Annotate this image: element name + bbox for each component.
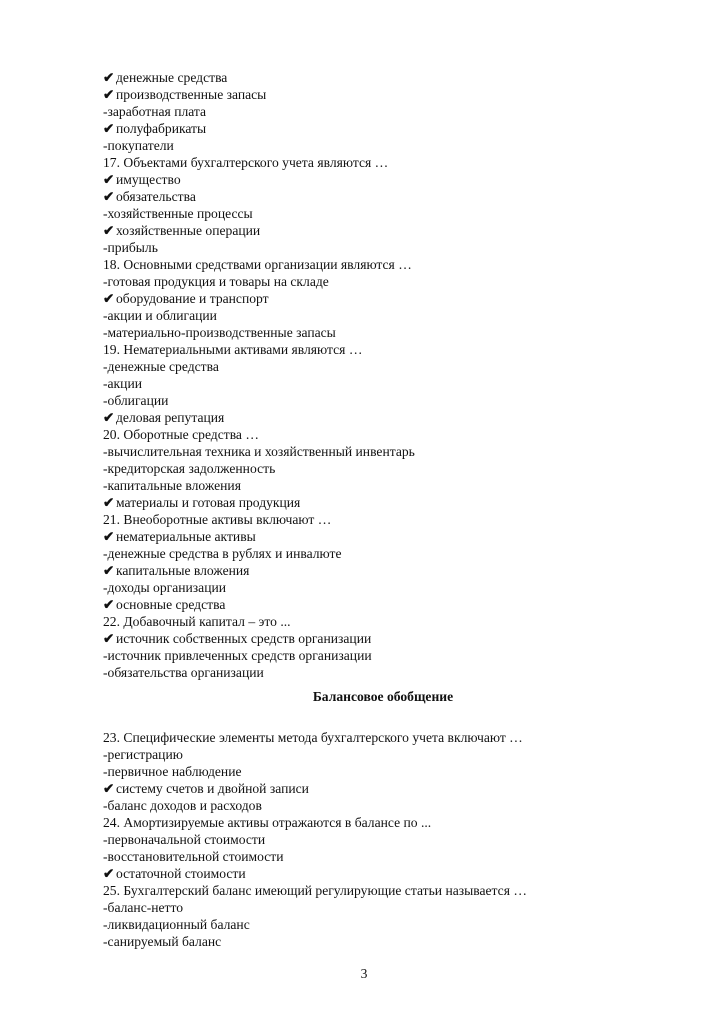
checkmark-icon: ✔ — [103, 172, 115, 187]
line-text: -акции — [103, 376, 142, 391]
line-text: оборудование и транспорт — [116, 291, 269, 306]
text-line — [103, 882, 663, 899]
text-line — [103, 392, 663, 409]
line-text: хозяйственные операции — [116, 223, 261, 238]
checkmark-icon: ✔ — [103, 121, 115, 136]
line-text: -санируемый баланс — [103, 934, 222, 949]
checkmark-icon: ✔ — [103, 291, 115, 306]
answer-line-correct — [103, 86, 663, 103]
line-text: 22. Добавочный капитал – это ... — [103, 614, 291, 629]
text-line — [103, 664, 663, 681]
text-line — [103, 511, 663, 528]
line-text: нематериальные активы — [116, 529, 256, 544]
checkmark-icon: ✔ — [103, 189, 115, 204]
answer-line-correct — [103, 596, 663, 613]
line-text: -облигации — [103, 393, 169, 408]
checkmark-icon: ✔ — [103, 781, 115, 796]
checkmark-icon: ✔ — [103, 495, 115, 510]
text-line — [103, 916, 663, 933]
line-text: -покупатели — [103, 138, 174, 153]
answer-line-correct — [103, 69, 663, 86]
text-line — [103, 746, 663, 763]
text-line — [103, 647, 663, 664]
text-line — [103, 613, 663, 630]
checkmark-icon: ✔ — [103, 87, 115, 102]
line-text: -кредиторская задолженность — [103, 461, 276, 476]
text-line — [103, 545, 663, 562]
line-text: -баланс-нетто — [103, 900, 184, 915]
checkmark-icon: ✔ — [103, 866, 115, 881]
line-text: -акции и облигации — [103, 308, 217, 323]
line-text: -обязательства организации — [103, 665, 264, 680]
questions-part-1 — [103, 69, 663, 681]
text-line — [103, 239, 663, 256]
checkmark-icon: ✔ — [103, 410, 115, 425]
answer-line-correct — [103, 188, 663, 205]
answer-line-correct — [103, 120, 663, 137]
line-text: -баланс доходов и расходов — [103, 798, 262, 813]
text-line — [103, 137, 663, 154]
checkmark-icon: ✔ — [103, 529, 115, 544]
line-text: -капитальные вложения — [103, 478, 241, 493]
text-line — [103, 154, 663, 171]
line-text: основные средства — [116, 597, 226, 612]
checkmark-icon: ✔ — [103, 597, 115, 612]
line-text: деловая репутация — [116, 410, 225, 425]
text-line — [103, 814, 663, 831]
line-text: 17. Объектами бухгалтерского учета являются … — [103, 155, 389, 170]
line-text: -первичное наблюдение — [103, 764, 242, 779]
text-line — [103, 831, 663, 848]
line-text: -вычислительная техника и хозяйственный инвентарь — [103, 444, 415, 459]
text-line — [103, 341, 663, 358]
section-heading: Балансовое обобщение — [312, 689, 454, 704]
text-line — [103, 763, 663, 780]
line-text: -источник привлеченных средств организации — [103, 648, 372, 663]
line-text: -доходы организации — [103, 580, 227, 595]
text-line — [103, 324, 663, 341]
line-text: систему счетов и двойной записи — [116, 781, 309, 796]
line-text: 20. Оборотные средства … — [103, 427, 259, 442]
answer-line-correct — [103, 409, 663, 426]
line-text: -заработная плата — [103, 104, 207, 119]
checkmark-icon: ✔ — [103, 223, 115, 238]
answer-line-correct — [103, 562, 663, 579]
line-text: -материально-производственные запасы — [103, 325, 336, 340]
line-text: 21. Внеоборотные активы включают … — [103, 512, 332, 527]
questions-part-2 — [103, 729, 663, 950]
text-line — [103, 375, 663, 392]
line-text: остаточной стоимости — [116, 866, 246, 881]
document-content — [103, 69, 663, 950]
line-text: капитальные вложения — [116, 563, 250, 578]
line-text: -денежные средства в рублях и инвалюте — [103, 546, 342, 561]
line-text: 24. Амортизируемые активы отражаются в балансе по ... — [103, 815, 432, 830]
checkmark-icon: ✔ — [103, 563, 115, 578]
text-line — [103, 729, 663, 746]
text-line — [103, 477, 663, 494]
checkmark-icon: ✔ — [103, 70, 115, 85]
line-text: 19. Нематериальными активами являются … — [103, 342, 363, 357]
text-line — [103, 899, 663, 916]
line-text: -хозяйственные процессы — [103, 206, 253, 221]
text-line — [103, 103, 663, 120]
line-text: материалы и готовая продукция — [116, 495, 301, 510]
text-line — [103, 358, 663, 375]
answer-line-correct — [103, 780, 663, 797]
answer-line-correct — [103, 290, 663, 307]
text-line — [103, 426, 663, 443]
line-text: источник собственных средств организации — [116, 631, 372, 646]
text-line — [103, 273, 663, 290]
line-text: -готовая продукция и товары на складе — [103, 274, 329, 289]
line-text: -прибыль — [103, 240, 158, 255]
line-text: -первоначальной стоимости — [103, 832, 266, 847]
answer-line-correct — [103, 494, 663, 511]
answer-line-correct — [103, 528, 663, 545]
answer-line-correct — [103, 865, 663, 882]
text-line — [103, 307, 663, 324]
text-line — [103, 797, 663, 814]
text-line — [103, 256, 663, 273]
line-text: полуфабрикаты — [116, 121, 207, 136]
text-line — [103, 205, 663, 222]
text-line — [103, 579, 663, 596]
answer-line-correct — [103, 171, 663, 188]
line-text: 23. Специфические элементы метода бухгалтерского учета включают … — [103, 730, 523, 745]
answer-line-correct — [103, 630, 663, 647]
line-text: обязательства — [116, 189, 196, 204]
line-text: 25. Бухгалтерский баланс имеющий регулирующие статьи называется … — [103, 883, 527, 898]
line-text: -восстановительной стоимости — [103, 849, 284, 864]
line-text: -денежные средства — [103, 359, 219, 374]
checkmark-icon: ✔ — [103, 631, 115, 646]
line-text: -ликвидационный баланс — [103, 917, 250, 932]
line-text: -регистрацию — [103, 747, 183, 762]
text-line — [103, 443, 663, 460]
text-line — [103, 460, 663, 477]
line-text: имущество — [116, 172, 181, 187]
text-line — [103, 848, 663, 865]
page-number: 3 — [360, 966, 368, 981]
answer-line-correct — [103, 222, 663, 239]
line-text: производственные запасы — [116, 87, 267, 102]
line-text: 18. Основными средствами организации являются … — [103, 257, 412, 272]
text-line — [103, 933, 663, 950]
line-text: денежные средства — [116, 70, 228, 85]
